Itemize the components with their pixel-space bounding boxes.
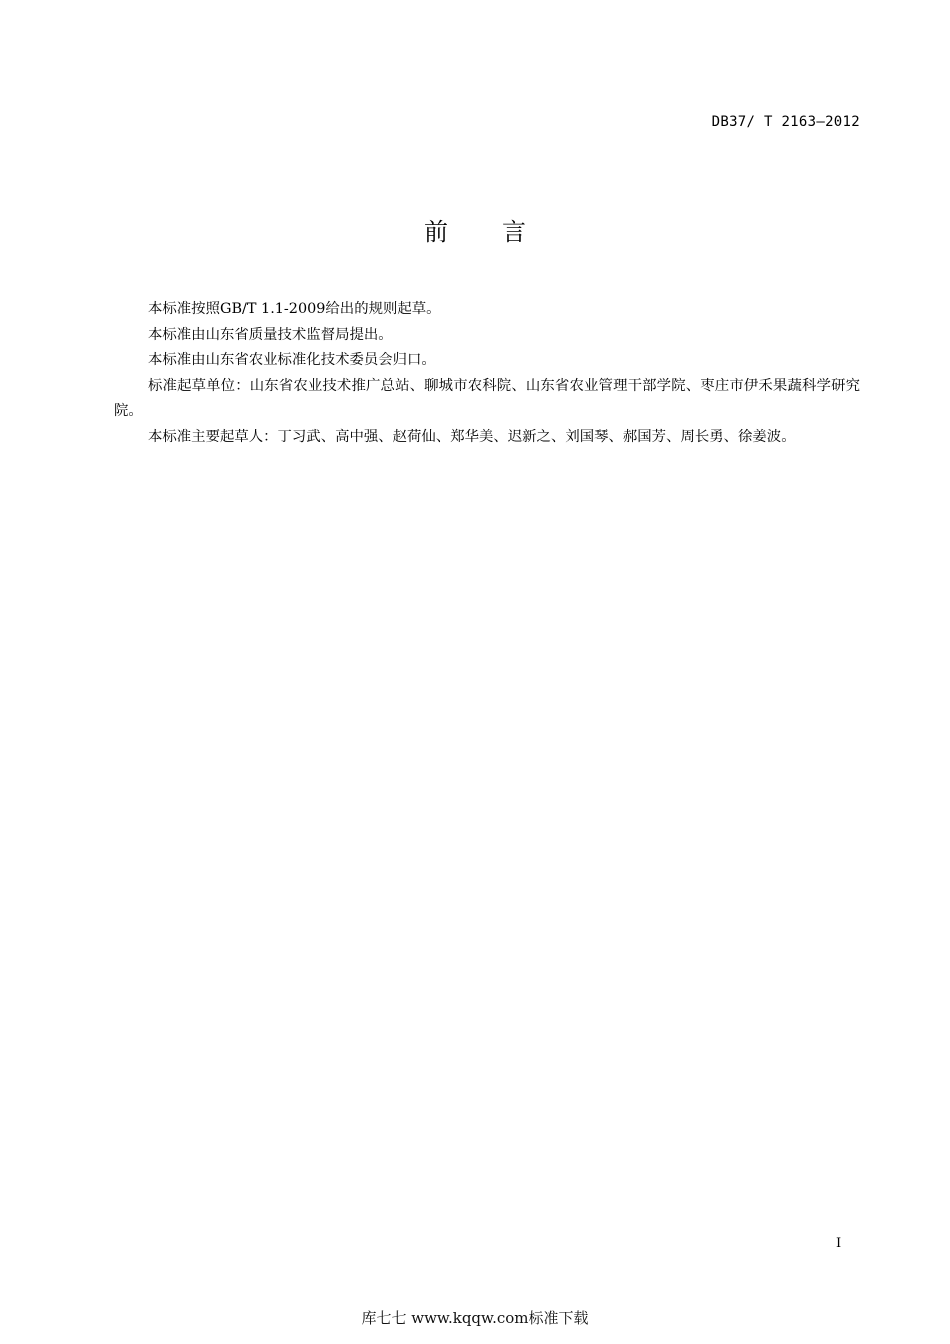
paragraph-proposed-by: 本标准由山东省质量技术监督局提出。: [148, 326, 393, 343]
page-title: 前言: [424, 218, 580, 246]
paragraph-drafting-units: 标准起草单位：山东省农业技术推广总站、聊城市农科院、山东省农业管理干部学院、枣庄市伊禾果蔬科学研究院。: [114, 377, 860, 419]
page-number: I: [836, 1236, 842, 1251]
paragraph-centralized-by: 本标准由山东省农业标准化技术委员会归口。: [148, 352, 436, 368]
preface-body: [114, 297, 860, 450]
standard-number: DB37/ T 2163—2012: [711, 114, 860, 130]
paragraph-drafting-rules: 本标准按照GB/T 1.1-2009给出的规则起草。: [148, 301, 441, 317]
paragraph-drafters: 本标准主要起草人：丁习武、高中强、赵荷仙、郑华美、迟新之、刘国琴、郝国芳、周长勇、徐姜波。: [148, 428, 796, 445]
watermark-text: 库七七 www.kqqw.com标准下载: [361, 1309, 589, 1327]
